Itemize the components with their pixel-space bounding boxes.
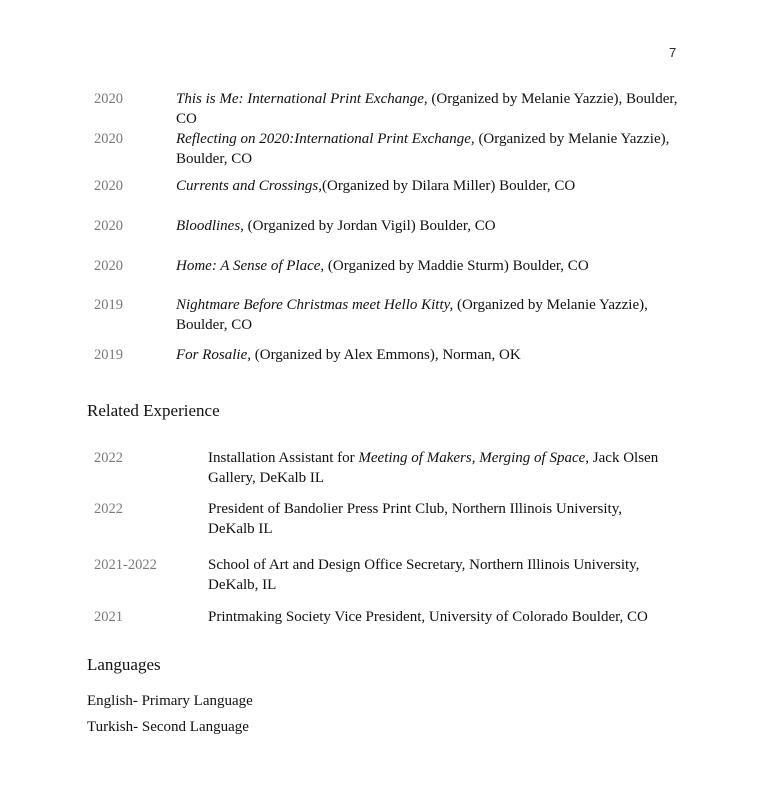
exhibition-entry: Bloodlines, (Organized by Jordan Vigil) Boulder, CO: [176, 218, 496, 234]
experience-year: 2022: [94, 501, 123, 517]
experience-year: 2021: [94, 609, 123, 625]
exhibition-year: 2020: [94, 258, 123, 274]
exhibition-year: 2020: [94, 91, 123, 107]
exhibition-entry: Nightmare Before Christmas meet Hello Kitty, (Organized by Melanie Yazzie), Boulder, CO: [176, 297, 648, 333]
language-item: English- Primary Language: [87, 693, 253, 709]
exhibition-entry: This is Me: International Print Exchange, (Organized by Melanie Yazzie), Boulder, CO: [176, 91, 678, 127]
exhibition-year: 2020: [94, 131, 123, 147]
section-heading-related-experience: Related Experience: [87, 401, 220, 420]
experience-entry: Installation Assistant for Meeting of Makers, Merging of Space, Jack Olsen Gallery, DeKalb IL: [208, 450, 659, 486]
exhibition-entry: Currents and Crossings,(Organized by Dilara Miller) Boulder, CO: [176, 178, 576, 194]
exhibition-entry: Home: A Sense of Place, (Organized by Maddie Sturm) Boulder, CO: [176, 258, 589, 274]
exhibition-entry: For Rosalie, (Organized by Alex Emmons), Norman, OK: [176, 347, 521, 363]
experience-entry: President of Bandolier Press Print Club, Northern Illinois University, DeKalb IL: [208, 501, 622, 537]
exhibition-year: 2019: [94, 347, 123, 363]
exhibition-year: 2019: [94, 297, 123, 313]
exhibition-year: 2020: [94, 178, 123, 194]
exhibition-year: 2020: [94, 218, 123, 234]
section-heading-languages: Languages: [87, 655, 161, 674]
experience-entry: Printmaking Society Vice President, University of Colorado Boulder, CO: [208, 609, 648, 625]
exhibition-entry: Reflecting on 2020:International Print Exchange, (Organized by Melanie Yazzie), Boulder, CO: [176, 131, 670, 167]
language-item: Turkish- Second Language: [87, 719, 249, 735]
experience-year: 2022: [94, 450, 123, 466]
experience-year: 2021-2022: [94, 557, 157, 573]
experience-entry: School of Art and Design Office Secretary, Northern Illinois University, DeKalb, IL: [208, 557, 640, 593]
page-number: 7: [669, 45, 677, 60]
